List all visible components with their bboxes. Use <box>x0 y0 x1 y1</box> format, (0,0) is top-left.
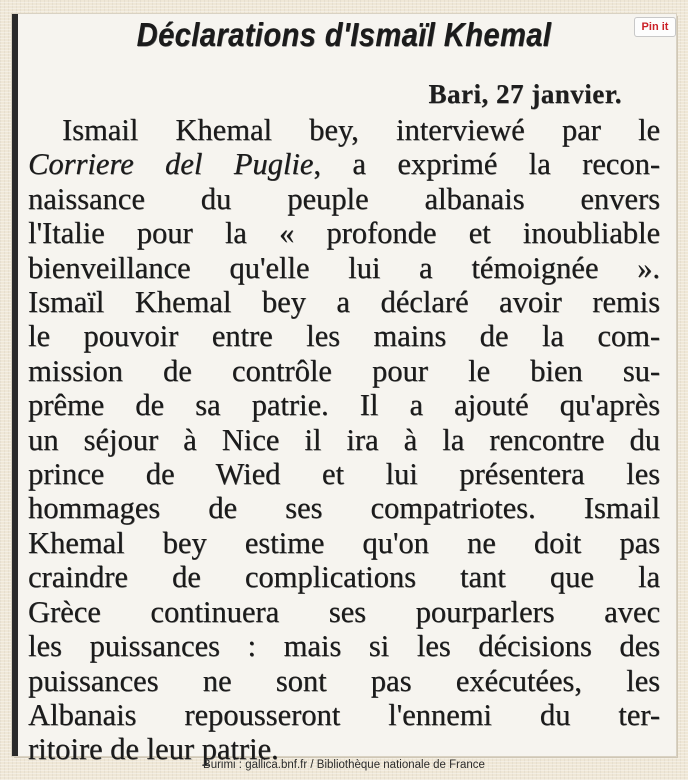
article-body <box>28 113 660 767</box>
column-rule <box>12 14 18 756</box>
article-line: Khemal bey estime qu'on ne doit pas <box>28 525 660 560</box>
article-line-rest: , a exprimé la recon- <box>313 147 660 182</box>
article-title: Déclarations d'Ismaïl Khemal <box>136 16 552 53</box>
newspaper-name: Corriere del Puglie <box>28 147 314 182</box>
article-line: Grèce continuera ses pourparlers avec <box>28 594 660 629</box>
article-line: naissance du peuple albanais envers <box>28 181 660 216</box>
article-line: hommages de ses compatriotes. Ismail <box>28 491 660 526</box>
article-line: le pouvoir entre les mains de la com- <box>28 319 660 354</box>
article-line: les puissances : mais si les décisions des <box>28 629 660 664</box>
article-dateline: Bari, 27 janvier. <box>428 79 622 109</box>
article-line: un séjour à Nice il ira à la rencontre du <box>28 422 660 457</box>
article-line: Albanais repousseront l'ennemi du ter- <box>28 697 660 732</box>
article-line: mission de contrôle pour le bien su- <box>28 353 660 388</box>
pin-it-button[interactable]: Pin it <box>634 17 676 37</box>
article-line: Ismaïl Khemal bey a déclaré avoir remis <box>28 285 660 320</box>
article-line: prême de sa patrie. Il a ajouté qu'après <box>28 388 660 423</box>
article-line-with-italic <box>28 147 660 181</box>
source-caption: Burimi : gallica.bnf.fr / Bibliothèque nationale de France <box>203 759 485 771</box>
article-line: craindre de complications tant que la <box>28 560 660 595</box>
article-line: ritoire de leur patrie. <box>28 732 279 767</box>
article-line: prince de Wied et lui présentera les <box>28 457 660 492</box>
article-line: puissances ne sont pas exécutées, les <box>28 663 660 698</box>
article-line: Ismail Khemal bey, interviewé par le <box>62 113 660 147</box>
article-line: bienveillance qu'elle lui a témoignée ». <box>28 250 660 285</box>
article-line: l'Italie pour la « profonde et inoubliable <box>28 216 660 251</box>
